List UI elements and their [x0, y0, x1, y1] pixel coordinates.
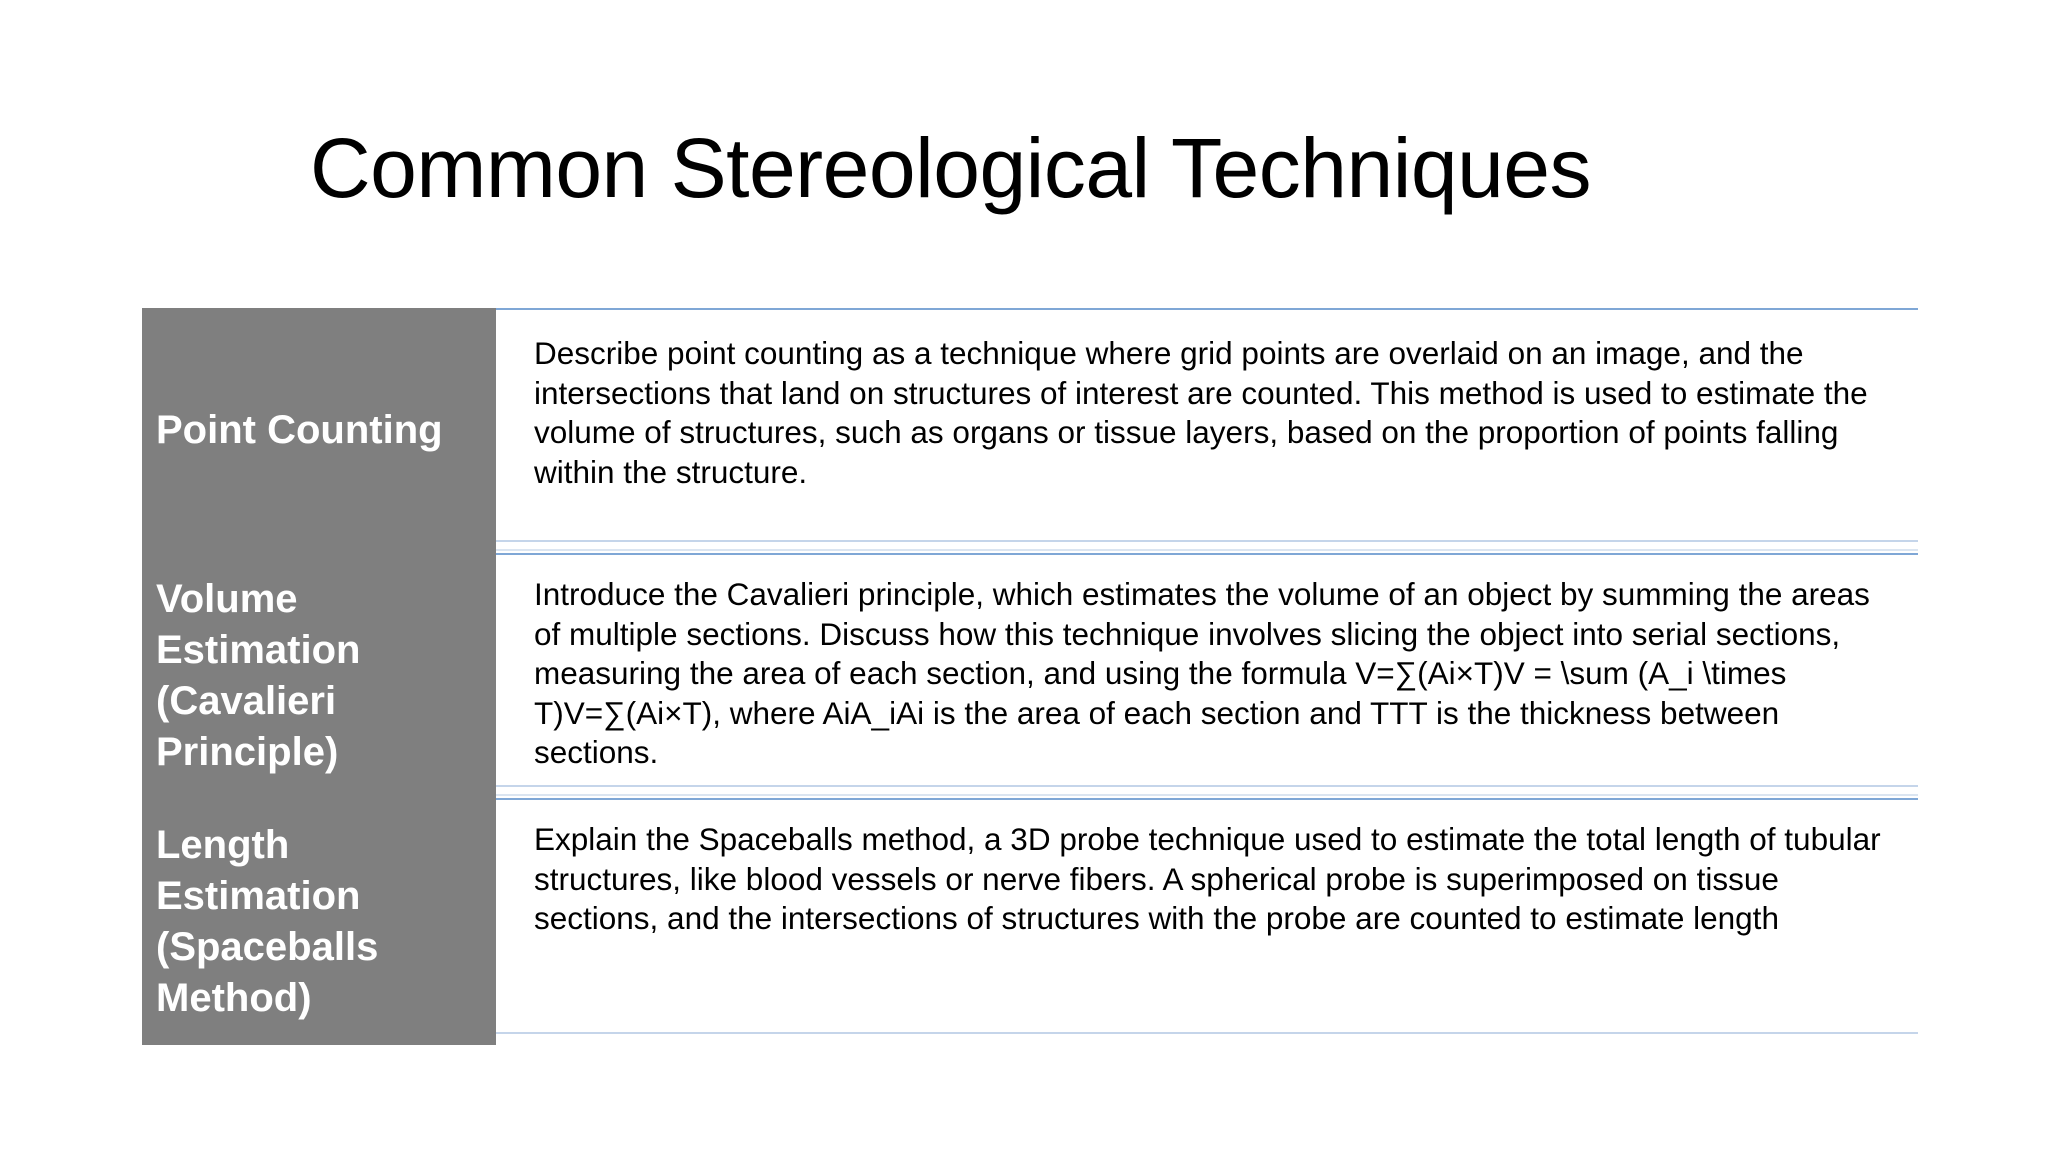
row-body-cell: [496, 308, 1918, 553]
row-label-cell: [142, 308, 496, 553]
row-body-cell: [496, 798, 1918, 1045]
row-divider: [496, 794, 1918, 796]
table-row-volume-estimation: [142, 553, 1918, 798]
row-divider: [496, 785, 1918, 787]
row-description: Describe point counting as a technique where grid points are overlaid on an image, and the intersections that land on structures of interest are counted. This method is used to estimate the volume of structures, such as organs or tissue layers, based on the proportion of points falling within the structure.: [534, 335, 1868, 490]
table-row-length-estimation: [142, 798, 1918, 1045]
row-divider: [496, 540, 1918, 542]
row-divider: [496, 549, 1918, 551]
row-divider: [496, 553, 1918, 555]
row-label: Point Counting: [156, 408, 443, 452]
row-label: Length Estimation (Spaceballs Method): [156, 822, 379, 1020]
table-row-point-counting: [142, 308, 1918, 553]
slide-title: Common Stereological Techniques: [310, 121, 1592, 215]
row-label-cell: [142, 798, 496, 1045]
row-label-cell: [142, 553, 496, 798]
row-divider: [496, 308, 1918, 310]
row-body-cell: [496, 553, 1918, 798]
row-description: Introduce the Cavalieri principle, which estimates the volume of an object by summing the areas of multiple sections. Discuss how this technique involves slicing the object into serial sections, measuring the area of each section, and using the formula V=∑(Ai×T)V = \sum (A_i \times T)V=∑(Ai×T), where AiA_iAi is the area of each section and TTT is the thickness between sections.: [534, 576, 1870, 770]
row-divider: [496, 798, 1918, 800]
row-description: Explain the Spaceballs method, a 3D probe technique used to estimate the total length of tubular structures, like blood vessels or nerve fibers. A spherical probe is superimposed on tissue sections, and the intersections of structures with the probe are counted to estimate length: [534, 821, 1881, 936]
row-label: Volume Estimation (Cavalieri Principle): [156, 576, 361, 774]
row-divider: [496, 1032, 1918, 1034]
